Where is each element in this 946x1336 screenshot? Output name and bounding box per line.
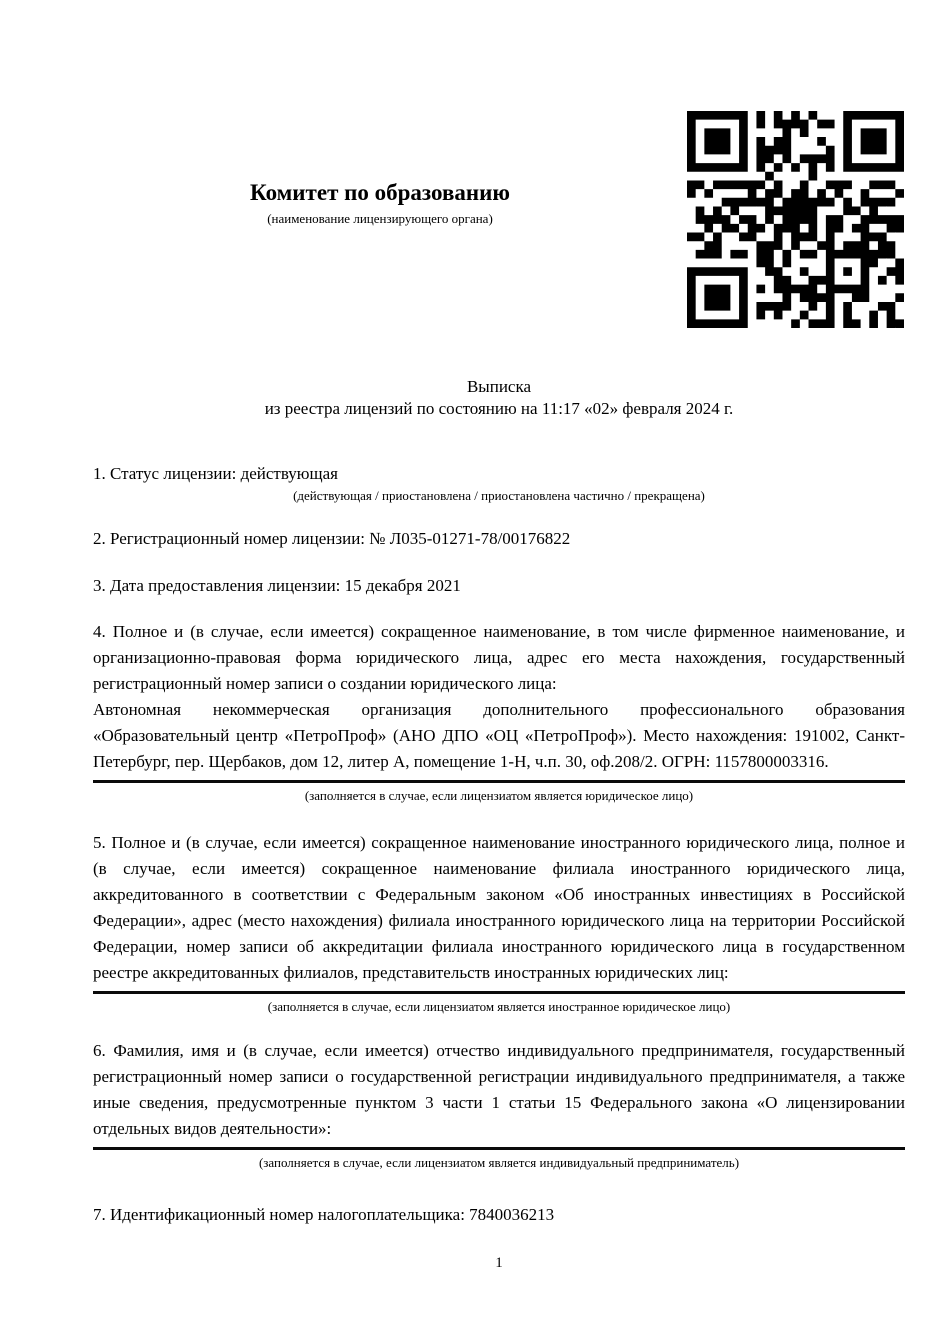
foreign-entity-label: 5. Полное и (в случае, если имеется) сокращенное наименование иностранного юридического лица, полное и (в случае, если имеется) сокращенное наименование филиала иностранного юридического лица, аккредитованного в соответствии с Федеральным законом «Об иностранных инвестициях в Российской Федерации», адрес (место нахождения) филиала иностранного юридического лица на территории Российской Федерации, номер записи об аккредитации филиала иностранного юридического лица в государственном реестре аккредитованных филиалов, представительств иностранных юридических лиц: [93, 833, 905, 982]
item-legal-entity [93, 619, 905, 804]
license-date-text: 3. Дата предоставления лицензии: 15 декабря 2021 [93, 576, 461, 595]
qr-code-icon [687, 111, 904, 328]
legal-entity-caption: (заполняется в случае, если лицензиатом является юридическое лицо) [304, 788, 694, 803]
registration-number-text: 2. Регистрационный номер лицензии: № Л035-01271-78/00176822 [93, 529, 571, 548]
item-foreign-entity [93, 830, 905, 1015]
item-entrepreneur [93, 1038, 905, 1171]
fill-in-rule [93, 1147, 905, 1150]
authority-caption: (наименование лицензирующего органа) [267, 211, 493, 226]
legal-entity-value: Автономная некоммерческая организация дополнительного профессионального образования «Образовательный центр «ПетроПроф» (АНО ДПО «ОЦ «ПетроПроф»). Место нахождения: 191002, Санкт-Петербург, пер. Щербаков, дом 12, литер А, помещение 1-Н, ч.п. 30, оф.208/2. ОГРН: 1157800003316. [93, 700, 905, 771]
entrepreneur-caption: (заполняется в случае, если лицензиатом является индивидуальный предприниматель) [258, 1155, 740, 1170]
page-number: 1 [495, 1255, 503, 1271]
document-title-line1: Выписка [466, 377, 532, 396]
item-license-status [93, 461, 905, 504]
item-taxpayer-id [93, 1202, 905, 1228]
legal-entity-label: 4. Полное и (в случае, если имеется) сокращенное наименование, в том числе фирменное наименование, и организационно-правовая форма юридического лица, адрес его места нахождения, государственный регистрационный номер записи о создании юридического лица: [93, 622, 905, 693]
taxpayer-id-text: 7. Идентификационный номер налогоплательщика: 7840036213 [93, 1205, 555, 1224]
item-registration-number [93, 526, 905, 552]
license-status-caption: (действующая / приостановлена / приостановлена частично / прекращена) [293, 488, 705, 503]
licensing-authority-header [93, 179, 667, 227]
foreign-entity-caption: (заполняется в случае, если лицензиатом является иностранное юридическое лицо) [267, 999, 731, 1014]
item-license-date [93, 573, 905, 599]
document-title [93, 376, 905, 420]
entrepreneur-label: 6. Фамилия, имя и (в случае, если имеется) отчество индивидуального предпринимателя, государственный регистрационный номер записи о государственной регистрации индивидуального предпринимателя, а также иные сведения, предусмотренные пунктом 3 части 1 статьи 15 Федерального закона «О лицензировании отдельных видов деятельности»: [93, 1041, 905, 1138]
authority-name: Комитет по образованию [250, 180, 510, 205]
license-status-text: 1. Статус лицензии: действующая [93, 464, 338, 483]
fill-in-rule [93, 991, 905, 994]
fill-in-rule [93, 780, 905, 783]
document-title-line2: из реестра лицензий по состоянию на 11:17 «02» февраля 2024 г. [264, 399, 734, 418]
